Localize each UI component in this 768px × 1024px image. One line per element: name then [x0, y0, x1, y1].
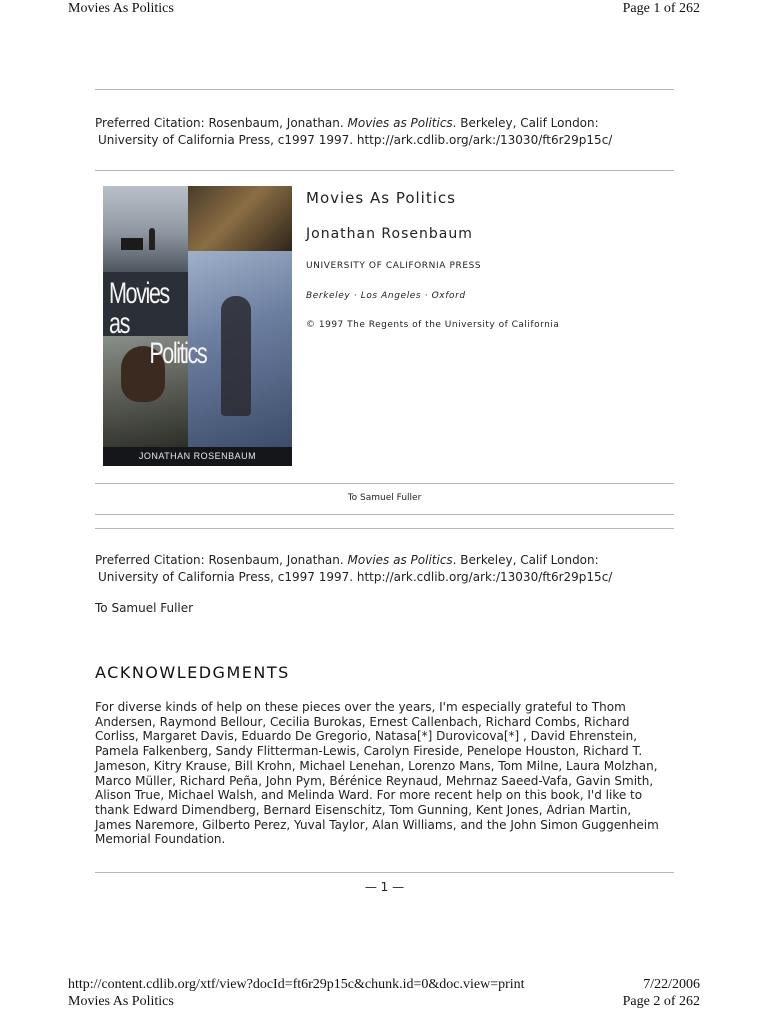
citation-line-1: Preferred Citation: Rosenbaum, Jonathan. Movies as Politics. Berkeley, Calif London:: [95, 116, 599, 130]
divider: [95, 170, 674, 171]
citation-line-2: University of California Press, c1997 1997. http://ark.cdlib.org/ark:/13030/ft6r29p15c/: [98, 133, 613, 147]
divider: [95, 872, 674, 873]
acknowledgments-heading: ACKNOWLEDGMENTS: [95, 663, 290, 682]
divider: [95, 528, 674, 529]
preferred-citation-repeat: [95, 552, 612, 586]
book-author: Jonathan Rosenbaum: [306, 226, 473, 242]
divider: [95, 483, 674, 484]
header-page-label: Page 1 of 262: [622, 1, 700, 16]
footer-doc-title: Movies As Politics: [68, 994, 174, 1009]
book-title: Movies As Politics: [306, 189, 456, 207]
acknowledgments-paragraph: For diverse kinds of help on these pieces over the years, I'm especially grateful to Thom Andersen, Raymond Bellour, Cecilia Burokas, Ernest Callenbach, Richard Combs, Richard Corliss, Margaret Davis, Eduardo De Gregorio, Natasa[*] Durovicova[*] , David Ehrenstein, Pamela Falkenberg, Sandy Flitterman-Lewis, Carolyn Fireside, Penelope Houston, Richard T. Jameson, Kitry Krause, Bill Krohn, Michael Lenehan, Lorenzo Mans, Tom Milne, Laura Molzhan, Marco Müller, Richard Peña, John Pym, Bérénice Reynaud, Mehrnaz Saeed-Vafa, Gavin Smith, Alison True, Michael Walsh, and Melinda Ward. For more recent help on this book, I'd like to thank Edward Dimendberg, Bernard Eisenschitz, Tom Gunning, Kent Jones, Adrian Martin, James Naremore, Gilberto Perez, Yuval Taylor, Alan Williams, and the John Simon Guggenheim Memorial Foundation.: [95, 700, 659, 847]
header-doc-title: Movies As Politics: [68, 1, 174, 16]
divider: [95, 89, 674, 90]
citation-line-2: University of California Press, c1997 1997. http://ark.cdlib.org/ark:/13030/ft6r29p15c/: [98, 570, 613, 584]
copyright: © 1997 The Regents of the University of California: [306, 320, 560, 330]
divider: [95, 514, 674, 515]
footer-date: 7/22/2006: [643, 977, 700, 992]
page-number: — 1 —: [364, 880, 405, 894]
footer-page-label: Page 2 of 262: [622, 994, 700, 1009]
preferred-citation: [95, 115, 612, 149]
book-cover-image: [103, 186, 292, 466]
publisher: UNIVERSITY OF CALIFORNIA PRESS: [306, 261, 482, 271]
cover-title: Movies as Politics: [109, 277, 207, 370]
dedication-centered: To Samuel Fuller: [347, 493, 422, 503]
citation-line-1: Preferred Citation: Rosenbaum, Jonathan. Movies as Politics. Berkeley, Calif London:: [95, 553, 599, 567]
dedication: To Samuel Fuller: [95, 601, 194, 615]
cover-author: JONATHAN ROSENBAUM: [103, 447, 292, 466]
publisher-cities: Berkeley · Los Angeles · Oxford: [306, 291, 466, 301]
footer-url[interactable]: http://content.cdlib.org/xtf/view?docId=ft6r29p15c&chunk.id=0&doc.view=print: [68, 977, 525, 992]
